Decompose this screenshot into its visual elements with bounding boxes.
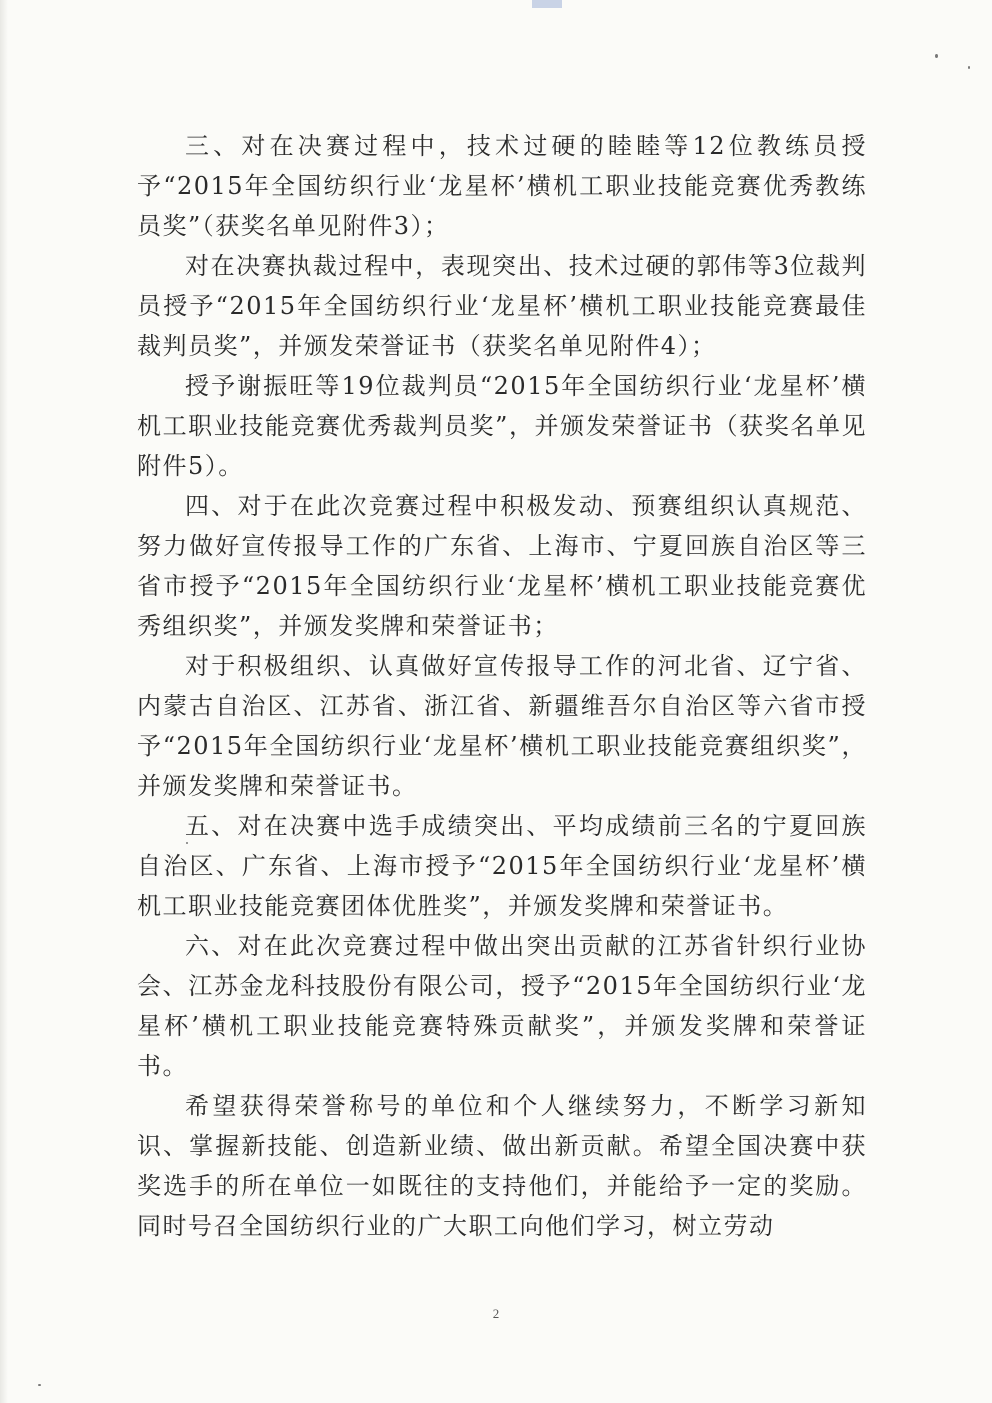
paragraph-best-referee-award: 对在决赛执裁过程中，表现突出、技术过硬的郭伟等3位裁判员授予“2015年全国纺织行业‘龙星杯’横机工职业技能竞赛最佳裁判员奖”，并颁发荣誉证书（获奖名单见附件4）； — [137, 252, 867, 360]
paragraph-closing-hope: 希望获得荣誉称号的单位和个人继续努力，不断学习新知识、掌握新技能、创造新业绩、做出新贡献。希望全国决赛中获奖选手的所在单位一如既往的支持他们，并能给予一定的奖励。同时号召全国纺织行业的广大职工向他们学习，树立劳动 — [137, 1092, 867, 1240]
paragraph-team-award: 五、对在决赛中选手成绩突出、平均成绩前三名的宁夏回族自治区、广东省、上海市授予“2015年全国纺织行业‘龙星杯’横机工职业技能竞赛团体优胜奖”，并颁发奖牌和荣誉证书。 — [137, 812, 867, 920]
paragraph-special-contribution-award: 六、对在此次竞赛过程中做出突出贡献的江苏省针织行业协会、江苏金龙科技股份有限公司，授予“2015年全国纺织行业‘龙星杯’横机工职业技能竞赛特殊贡献奖”，并颁发奖牌和荣誉证书。 — [137, 932, 867, 1080]
scan-edge-shadow — [0, 0, 8, 1403]
scan-speck — [968, 66, 970, 69]
scan-speck — [38, 1384, 41, 1386]
scan-speck — [935, 54, 938, 58]
paragraph-excellent-referee-award: 授予谢振旺等19位裁判员“2015年全国纺织行业‘龙星杯’横机工职业技能竞赛优秀裁判员奖”，并颁发荣誉证书（获奖名单见附件5）。 — [137, 372, 867, 480]
paragraph-excellent-organization-award: 四、对于在此次竞赛过程中积极发动、预赛组织认真规范、努力做好宣传报导工作的广东省、上海市、宁夏回族自治区等三省市授予“2015年全国纺织行业‘龙星杯’横机工职业技能竞赛优秀组织奖”，并颁发奖牌和荣誉证书； — [137, 492, 867, 640]
page-number: 2 — [492, 1306, 500, 1321]
document-body — [137, 126, 867, 1246]
paragraph-coach-award: 三、对在决赛过程中，技术过硬的睦睦等12位教练员授予“2015年全国纺织行业‘龙星杯’横机工职业技能竞赛优秀教练员奖”（获奖名单见附件3）； — [137, 132, 867, 240]
paragraph-organization-award: 对于积极组织、认真做好宣传报导工作的河北省、辽宁省、内蒙古自治区、江苏省、浙江省、新疆维吾尔自治区等六省市授予“2015年全国纺织行业‘龙星杯’横机工职业技能竞赛组织奖”，并颁发奖牌和荣誉证书。 — [137, 652, 867, 800]
scan-artifact-tab — [532, 0, 562, 8]
